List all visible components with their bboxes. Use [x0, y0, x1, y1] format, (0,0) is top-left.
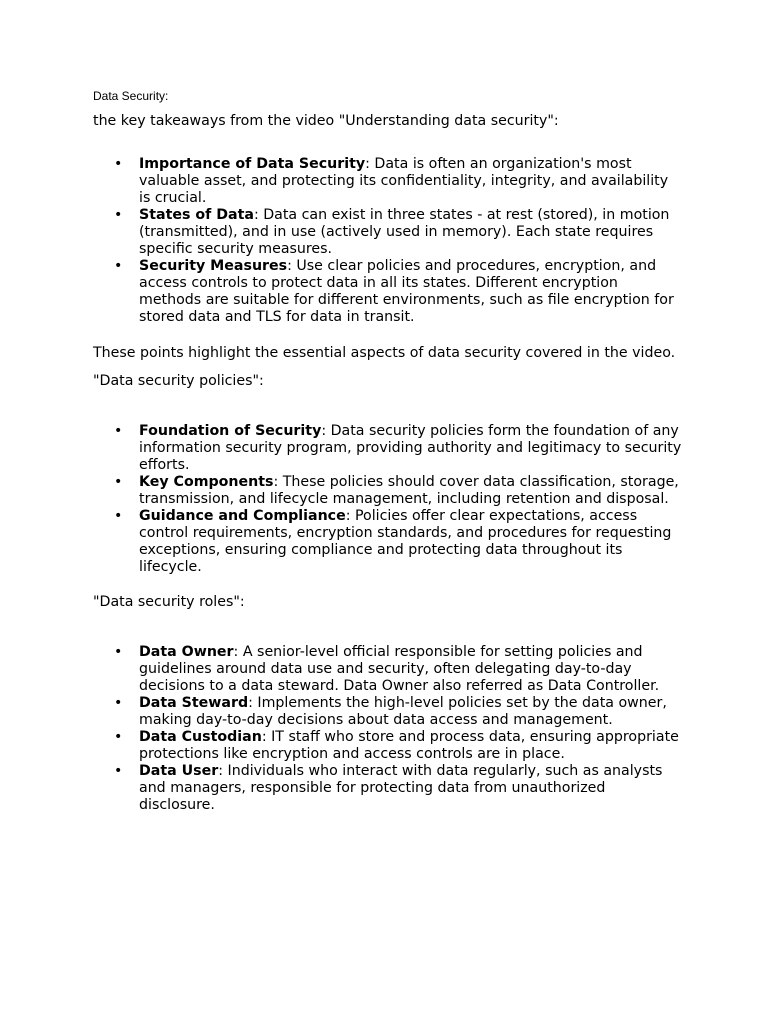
list-item-text: : Data can exist in three states - at rest (stored), in motion (transmitted), and in use (actively used in memory). Each state requires specific security measures. — [139, 207, 670, 257]
list-item-term: Data Steward — [139, 695, 249, 711]
list-item — [93, 695, 683, 729]
list-item-text: : Data security policies form the foundation of any information security program, providing authority and legitimacy to security efforts. — [139, 423, 682, 473]
policies-intro: "Data security policies": — [93, 373, 264, 389]
list-item — [93, 508, 683, 576]
roles-list — [93, 644, 683, 814]
list-item-term: States of Data — [139, 207, 254, 223]
list-item-term: Foundation of Security — [139, 423, 322, 439]
takeaways-list — [93, 156, 683, 326]
list-item — [93, 763, 683, 814]
list-item-term: Guidance and Compliance — [139, 508, 346, 524]
roles-intro: "Data security roles": — [93, 594, 245, 610]
list-item — [93, 644, 683, 695]
document-heading: Data Security: — [93, 89, 169, 103]
list-item-text: : Implements the high-level policies set by the data owner, making day-to-day decisions about data access and management. — [139, 695, 667, 728]
list-item — [93, 207, 683, 258]
list-item-text: : These policies should cover data classification, storage, transmission, and lifecycle management, including retention and disposal. — [139, 474, 679, 507]
list-item-term: Data User — [139, 763, 219, 779]
list-item-text: : Use clear policies and procedures, encryption, and access controls to protect data in all its states. Different encryption methods are suitable for different environments, such as file encryption for stored data and TLS for data in transit. — [139, 258, 674, 325]
list-item-text: : Individuals who interact with data regularly, such as analysts and managers, responsible for protecting data from unauthorized disclosure. — [139, 763, 663, 813]
list-item — [93, 474, 683, 508]
document-page — [93, 88, 683, 814]
list-item-text: : IT staff who store and process data, ensuring appropriate protections like encryption and access controls are in place. — [139, 729, 679, 762]
takeaways-summary: These points highlight the essential aspects of data security covered in the video. — [93, 345, 676, 361]
list-item-text: : A senior-level official responsible for setting policies and guidelines around data use and security, often delegating day-to-day decisions to a data steward. Data Owner also referred as Data Controller. — [139, 644, 660, 694]
list-item-term: Importance of Data Security — [139, 156, 366, 172]
policies-list — [93, 423, 683, 576]
list-item-term: Key Components — [139, 474, 274, 490]
list-item — [93, 729, 683, 763]
list-item — [93, 156, 683, 207]
list-item-term: Security Measures — [139, 258, 288, 274]
list-item-term: Data Custodian — [139, 729, 262, 745]
takeaways-intro: the key takeaways from the video "Understanding data security": — [93, 113, 559, 129]
list-item — [93, 423, 683, 474]
list-item-text: : Data is often an organization's most valuable asset, and protecting its confidentiality, integrity, and availability is crucial. — [139, 156, 669, 206]
list-item-term: Data Owner — [139, 644, 234, 660]
list-item — [93, 258, 683, 326]
list-item-text: : Policies offer clear expectations, access control requirements, encryption standards, and procedures for requesting exceptions, ensuring compliance and protecting data throughout its lifecycle. — [139, 508, 672, 575]
